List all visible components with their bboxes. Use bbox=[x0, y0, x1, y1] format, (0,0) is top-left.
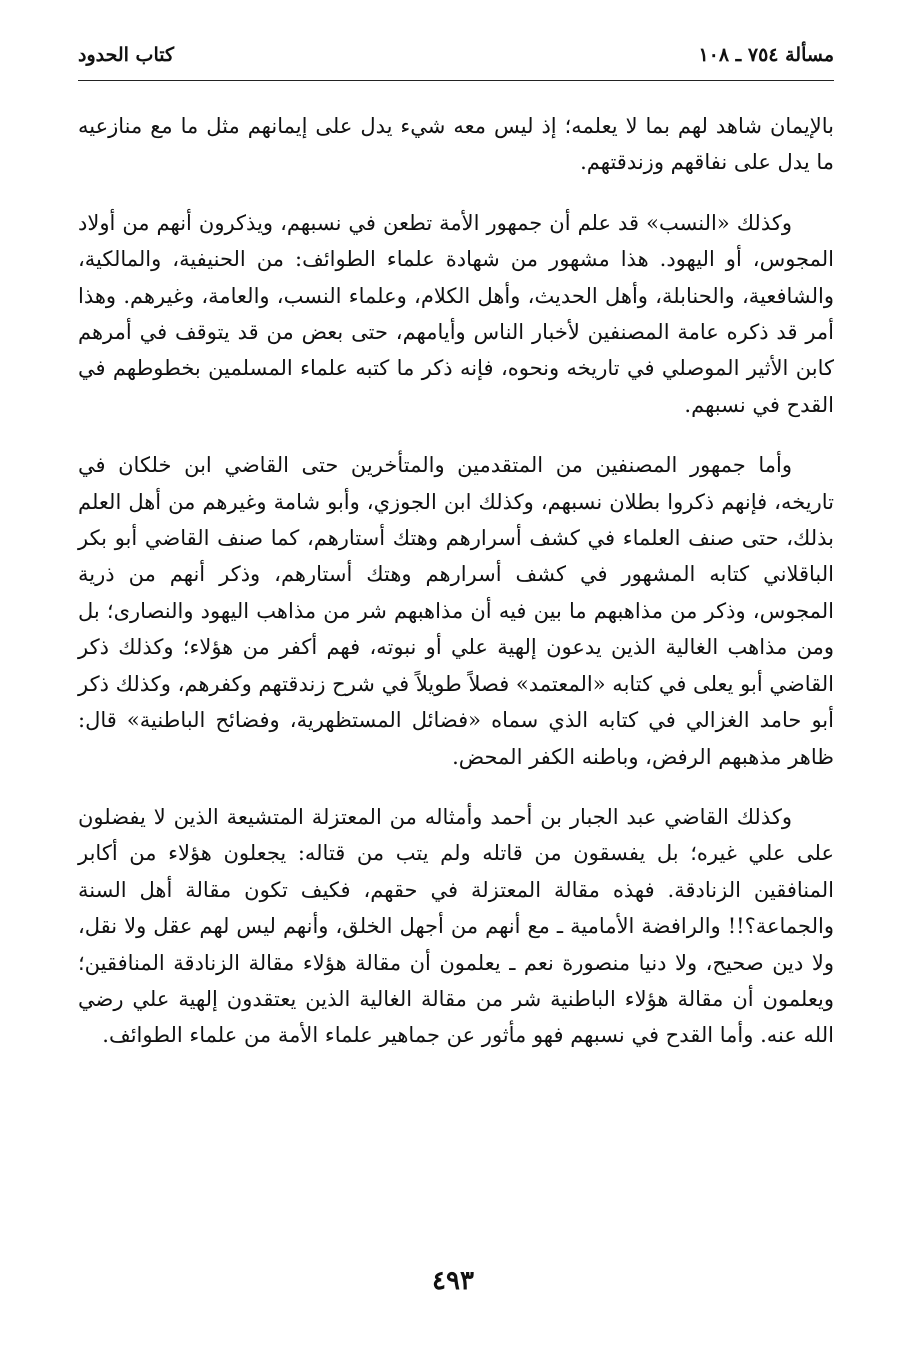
page-body bbox=[78, 108, 834, 1054]
page-number: ٤٩٣ bbox=[432, 1266, 474, 1296]
paragraph-2: وكذلك «النسب» قد علم أن جمهور الأمة تطعن في نسبهم، ويذكرون أنهم من أولاد المجوس، أو اليهود. هذا مشهور من شهادة علماء الطوائف: من الحنيفية، والمالكية، والشافعية، والحنابلة، وأهل الحديث، وأهل الكلام، وعلماء النسب، والعامة، وغيرهم. وهذا أمر قد ذكره عامة المصنفين لأخبار الناس وأيامهم، حتى بعض من قد يتوقف في أمرهم كابن الأثير الموصلي في تاريخه ونحوه، فإنه ذكر ما كتبه علماء المسلمين بخطوطهم في القدح في نسبهم. bbox=[78, 210, 834, 417]
paragraph-4: وكذلك القاضي عبد الجبار بن أحمد وأمثاله من المعتزلة المتشيعة الذين لا يفضلون على علي غيره؛ بل يفسقون من قاتله ولم يتب من قتاله: يجعلون هؤلاء من أكابر المنافقين الزنادقة. فهذه مقالة المعتزلة في حقهم، فكيف تكون مقالة أهل السنة والجماعة؟!! والرافضة الأمامية ـ مع أنهم من أجهل الخلق، وأنهم ليس لهم عقل ولا نقل، ولا دين صحيح، ولا دنيا منصورة نعم ـ يعلمون أن مقالة هؤلاء مقالة الزنادقة المنافقين؛ ويعلمون أن مقالة هؤلاء الباطنية شر من مقالة الغالية الذين يعتقدون إلهية علي رضي الله عنه. وأما القدح في نسبهم فهو مأثور عن جماهير علماء الأمة من علماء الطوائف. bbox=[78, 804, 834, 1048]
paragraph-1: بالإيمان شاهد لهم بما لا يعلمه؛ إذ ليس معه شيء يدل على إيمانهم مثل ما مع منازعيه ما يدل على نفاقهم وزندقتهم. bbox=[78, 114, 834, 175]
running-header bbox=[78, 40, 834, 74]
header-issue-number: مسألة ٧٥٤ ـ ١٠٨ bbox=[698, 44, 834, 66]
header-book-title: كتاب الحدود bbox=[78, 44, 175, 66]
header-divider bbox=[78, 80, 834, 81]
paragraph-3: وأما جمهور المصنفين من المتقدمين والمتأخرين حتى القاضي ابن خلكان في تاريخه، فإنهم ذكروا بطلان نسبهم، وكذلك ابن الجوزي، وأبو شامة وغيرهم من أهل العلم بذلك، حتى صنف العلماء في كشف أسرارهم وهتك أستارهم، كما صنف القاضي أبو بكر الباقلاني كتابه المشهور في كشف أسرارهم وهتك أستارهم، وذكر أنهم من ذرية المجوس، وذكر من مذاهبهم ما بين فيه أن مذاهبهم شر من مذاهب اليهود والنصارى؛ بل ومن مذاهب الغالية الذين يدعون إلهية علي أو نبوته، فهم أكفر من هؤلاء؛ وكذلك ذكر القاضي أبو يعلى في كتابه «المعتمد» فصلاً طويلاً في شرح زندقتهم وكفرهم، وكذلك ذكر أبو حامد الغزالي في كتابه الذي سماه «فضائل المستظهرية، وفضائح الباطنية» قال: ظاهر مذهبهم الرفض، وباطنه الكفر المحض. bbox=[78, 453, 834, 769]
